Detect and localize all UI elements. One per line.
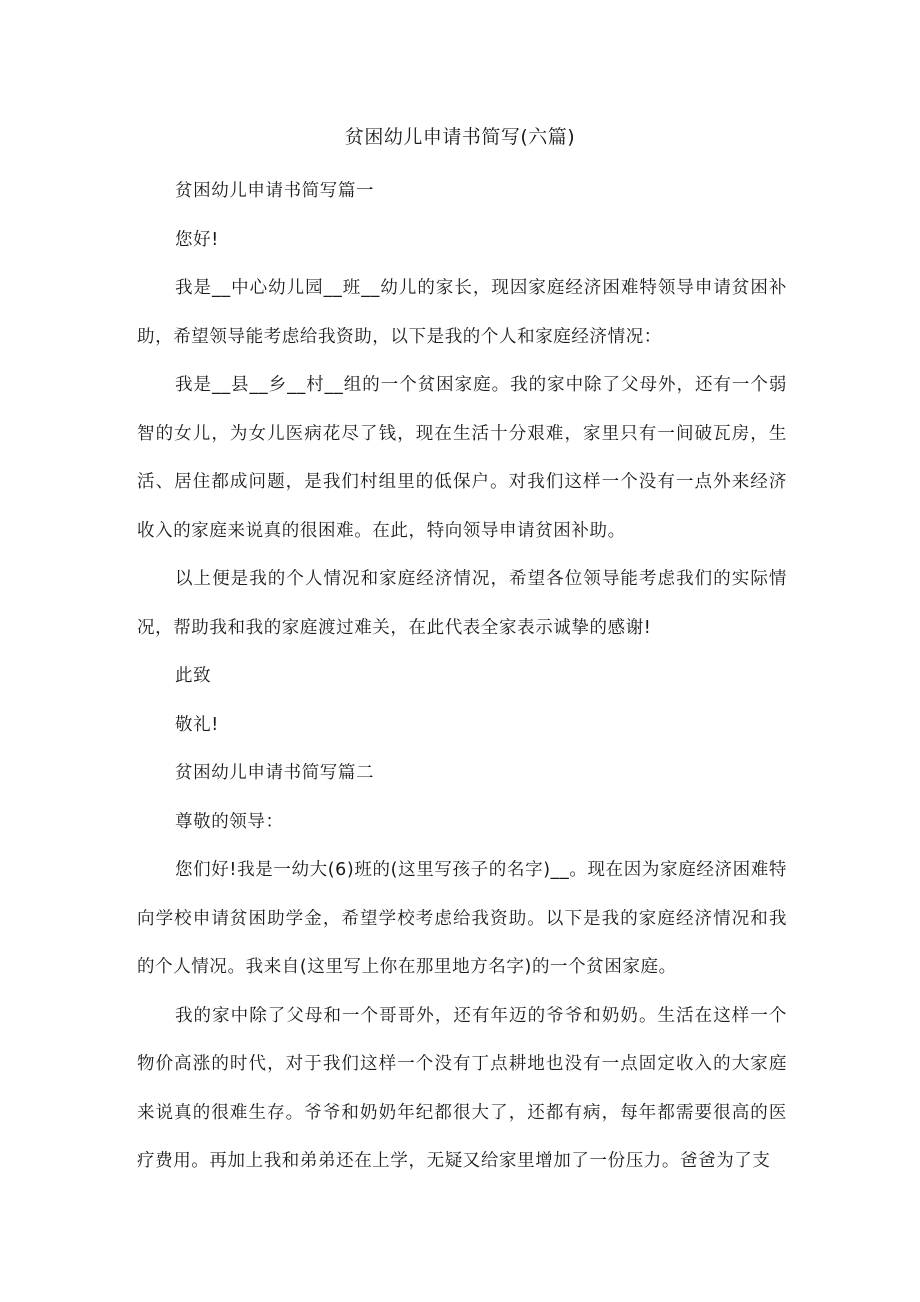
greeting: 尊敬的领导： — [175, 811, 284, 832]
paragraph: 我是__中心幼儿园__班__幼儿的家长，现因家庭经济困难特领导申请贫困补助，希望领导能考虑给我资助，以下是我的个人和家庭经济情况： — [137, 278, 787, 347]
paragraph: 以上便是我的个人情况和家庭经济情况，希望各位领导能考虑我们的实际情况，帮助我和我的家庭渡过难关，在此代表全家表示诚挚的感谢! — [137, 569, 787, 638]
document-body — [137, 167, 787, 1186]
closing-salutation: 此致 — [175, 666, 212, 686]
paragraph: 我是__县__乡__村__组的一个贫困家庭。我的家中除了父母外，还有一个弱智的女儿，为女儿医病花尽了钱，现在生活十分艰难，家里只有一间破瓦房，生活、居住都成问题，是我们村组里的低保户。对我们这样一个没有一点外来经济收入的家庭来说真的很困难。在此，特向领导申请贫困补助。 — [137, 375, 787, 541]
paragraph: 您们好!我是一幼大(6)班的(这里写孩子的名字)__。现在因为家庭经济困难特向学校申请贫困助学金，希望学校考虑给我资助。以下是我的家庭经济情况和我的个人情况。我来自(这里写上你在那里地方名字)的一个贫困家庭。 — [137, 860, 787, 977]
paragraph: 我的家中除了父母和一个哥哥外，还有年迈的爷爷和奶奶。生活在这样一个物价高涨的时代，对于我们这样一个没有丁点耕地也没有一点固定收入的大家庭来说真的很难生存。爷爷和奶奶年纪都很大了，还都有病，每年都需要很高的医疗费用。再加上我和弟弟还在上学，无疑又给家里增加了一份压力。爸爸为了支 — [137, 1005, 787, 1171]
section-heading-1: 贫困幼儿申请书简写篇一 — [175, 181, 375, 201]
closing-respect: 敬礼! — [175, 714, 219, 735]
document-title: 贫困幼儿申请书简写(六篇) — [344, 126, 576, 148]
greeting: 您好! — [175, 229, 219, 250]
section-heading-2: 贫困幼儿申请书简写篇二 — [175, 763, 375, 783]
